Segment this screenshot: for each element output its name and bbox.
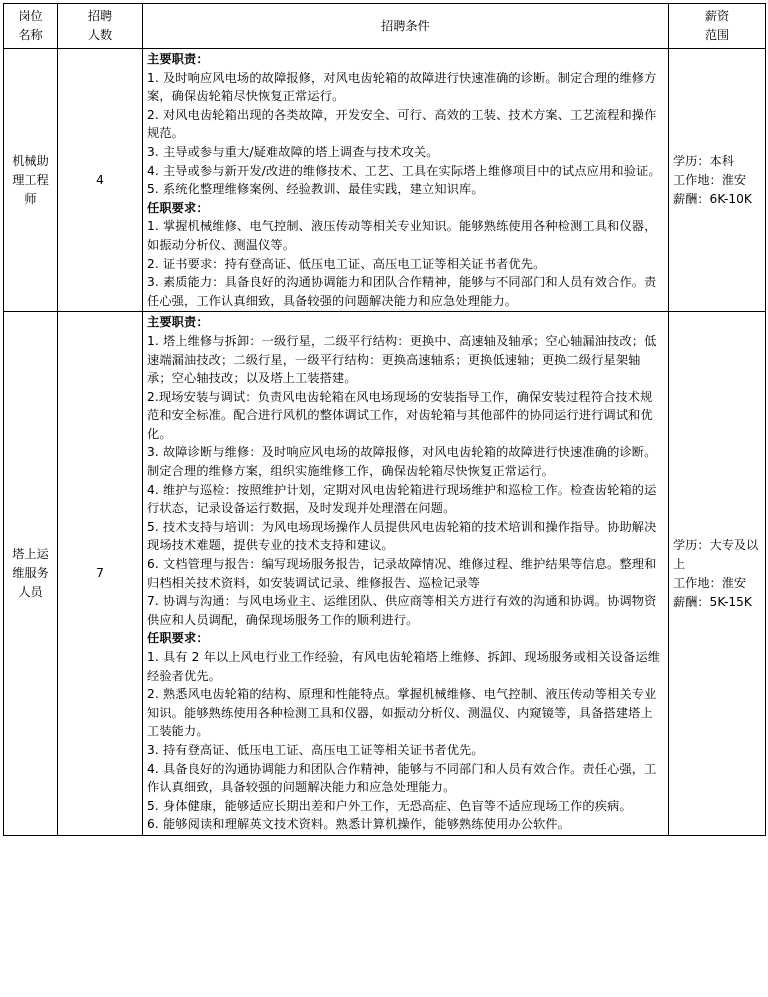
salary-line: 学历：本科 (673, 153, 734, 168)
header-position-text: 岗位 名称 (18, 9, 43, 42)
conditions-cell (143, 49, 669, 312)
requirement-item: 6. 能够阅读和理解英文技术资料。熟悉计算机操作，能够熟练使用办公软件。 (147, 817, 571, 832)
salary-line: 工作地：淮安 (673, 172, 747, 187)
requirement-item: 4. 具备良好的沟通协调能力和团队合作精神，能够与不同部门和人员有效合作。责任心强，工作认真细致，具备较强的问题解决能力和应急处理能力。 (147, 761, 657, 795)
duty-item: 2. 对风电齿轮箱出现的各类故障，开发安全、可行、高效的工装、技术方案、工艺流程和操作规范。 (147, 107, 657, 141)
requirement-item: 3. 素质能力：具备良好的沟通协调能力和团队合作精神，能够与不同部门和人员有效合作。责任心强，工作认真细致，具备较强的问题解决能力和应急处理能力。 (147, 275, 657, 308)
table-header-row (4, 4, 766, 49)
position-cell (4, 312, 58, 836)
requirements-title: 任职要求： (147, 200, 209, 215)
position-cell (4, 49, 58, 312)
salary-cell (669, 49, 766, 312)
header-conditions-text: 招聘条件 (381, 18, 430, 33)
table-row (4, 312, 766, 836)
duty-item: 5. 系统化整理维修案例、经验教训、最佳实践，建立知识库。 (147, 182, 484, 197)
requirement-item: 2. 证书要求：持有登高证、低压电工证、高压电工证等相关证书者优先。 (147, 256, 546, 271)
duty-item: 6. 文档管理与报告：编写现场服务报告，记录故障情况、维修过程、维护结果等信息。整理和归档相关技术资料，如安装调试记录、维修报告、巡检记录等 (147, 557, 657, 590)
duty-item: 4. 主导或参与新开发/改进的维修技术、工艺、工具在实际塔上维修项目中的试点应用和验证。 (147, 163, 661, 178)
duty-item: 2.现场安装与调试：负责风电齿轮箱在风电场现场的安装指导工作，确保安装过程符合技术规范和安全标准。配合进行风机的整体调试工作，对齿轮箱与其他部件的协同运行进行调试和优化。 (147, 389, 653, 441)
recruitment-table (3, 3, 766, 836)
requirement-item: 2. 熟悉风电齿轮箱的结构、原理和性能特点。掌握机械维修、电气控制、液压传动等相关专业知识。能够熟练使用各种检测工具和仪器，如振动分析仪、测温仪、内窥镜等，具备搭建塔上工装能力。 (147, 687, 657, 739)
duty-item: 3. 故障诊断与维修：及时响应风电场的故障报修，对风电齿轮箱的故障进行快速准确的诊断。制定合理的维修方案，组织实施维修工作，确保齿轮箱尽快恢复正常运行。 (147, 445, 657, 479)
salary-line: 学历：大专及以上 (673, 537, 759, 571)
hire-count: 4 (96, 172, 104, 187)
count-cell (58, 49, 143, 312)
salary-cell (669, 312, 766, 836)
count-cell (58, 312, 143, 836)
duty-item: 5. 技术支持与培训：为风电场现场操作人员提供风电齿轮箱的技术培训和操作指导。协助解决现场技术难题，提供专业的技术支持和建议。 (147, 519, 657, 553)
duty-item: 3. 主导或参与重大/疑难故障的塔上调查与技术攻关。 (147, 144, 439, 159)
requirement-item: 1. 具有 2 年以上风电行业工作经验，有风电齿轮箱塔上维修、拆卸、现场服务或相关设备运维经验者优先。 (147, 650, 661, 683)
requirements-title: 任职要求： (147, 631, 209, 646)
requirement-item: 1. 掌握机械维修、电气控制、液压传动等相关专业知识。能够熟练使用各种检测工具和仪器，如振动分析仪、测温仪等。 (147, 219, 657, 252)
header-salary (669, 4, 766, 49)
header-conditions (143, 4, 669, 49)
duties-title: 主要职责： (147, 52, 209, 66)
duty-item: 4. 维护与巡检：按照维护计划，定期对风电齿轮箱进行现场维护和巡检工作。检查齿轮箱的运行状态，记录设备运行数据，及时发现并处理潜在问题。 (147, 482, 657, 516)
duty-item: 7. 协调与沟通：与风电场业主、运维团队、供应商等相关方进行有效的沟通和协调。协调物资供应和人员调配，确保现场服务工作的顺利进行。 (147, 594, 657, 627)
header-position (4, 4, 58, 49)
conditions-cell (143, 312, 669, 836)
duty-item: 1. 及时响应风电场的故障报修，对风电齿轮箱的故障进行快速准确的诊断。制定合理的维修方案，确保齿轮箱尽快恢复正常运行。 (147, 70, 657, 104)
duty-item: 1. 塔上维修与拆卸：一级行星，二级平行结构：更换中、高速轴及轴承；空心轴漏油技改；低速端漏油技改；二级行星，一级平行结构：更换高速轴系；更换低速轴；更换二级行星架轴承；空心轴技改；以及塔上工装搭建。 (147, 333, 657, 386)
header-salary-text: 薪资 范围 (704, 9, 730, 42)
position-name: 塔上运 维服务 人员 (12, 547, 49, 600)
requirement-item: 5. 身体健康，能够适应长期出差和户外工作，无恐高症、色盲等不适应现场工作的疾病。 (147, 798, 632, 813)
salary-line: 薪酬：6K-10K (673, 191, 752, 206)
table-row (4, 49, 766, 312)
header-count-text: 招聘 人数 (87, 9, 113, 42)
position-name: 机械助 理工程 师 (12, 153, 49, 206)
salary-line: 工作地：淮安 (673, 575, 747, 590)
header-count (58, 4, 143, 49)
duties-title: 主要职责： (147, 315, 209, 330)
hire-count: 7 (96, 566, 104, 581)
requirement-item: 3. 持有登高证、低压电工证、高压电工证等相关证书者优先。 (147, 742, 484, 757)
salary-line: 薪酬：5K-15K (673, 594, 752, 609)
